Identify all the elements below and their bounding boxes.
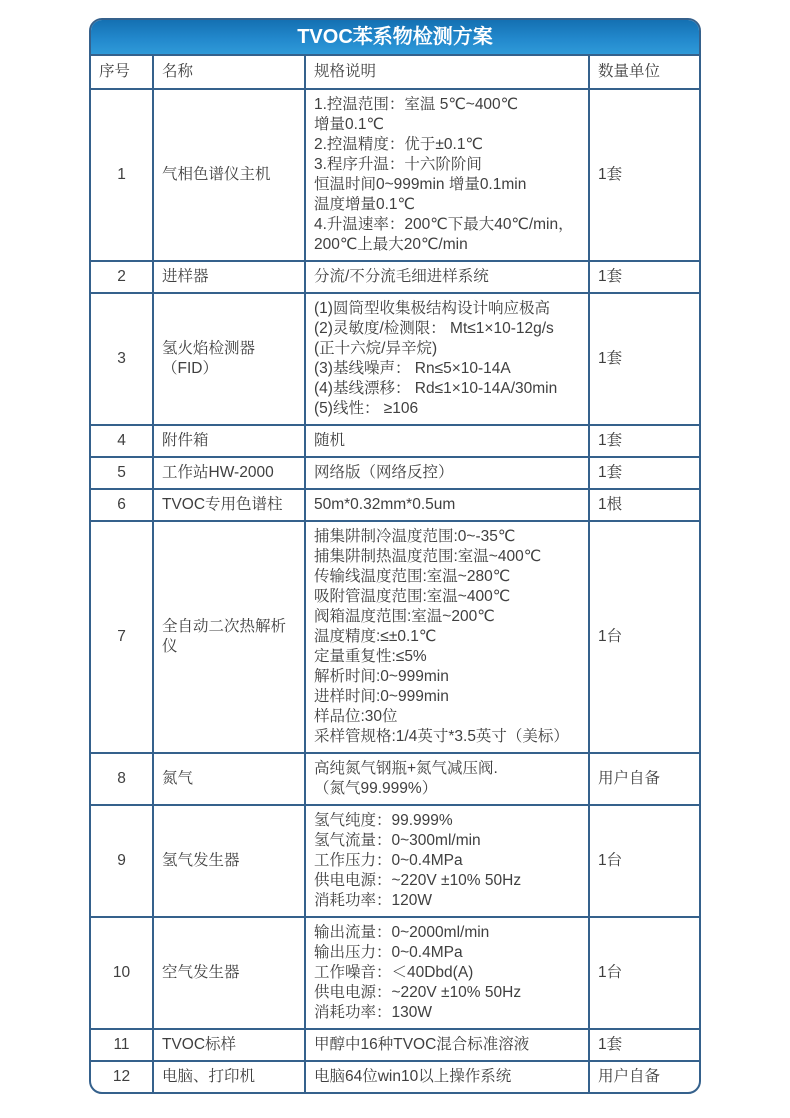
row-number: 8: [91, 753, 153, 805]
item-spec: [305, 521, 589, 753]
spec-line: 温度增量0.1℃: [314, 196, 415, 213]
item-name: TVOC标样: [153, 1029, 305, 1061]
column-header-qty: 数量单位: [589, 56, 699, 89]
spec-line: 进样时间:0~999min: [314, 688, 449, 705]
table-row: [91, 293, 699, 425]
table-row: [91, 1029, 699, 1061]
spec-line: 1.控温范围：室温 5℃~400℃: [314, 96, 519, 113]
item-quantity: 1台: [589, 521, 699, 753]
item-name: TVOC专用色谱柱: [153, 489, 305, 521]
item-spec: [305, 1061, 589, 1092]
spec-line: 供电电源：~220V ±10% 50Hz: [314, 872, 522, 889]
row-number: 1: [91, 89, 153, 261]
row-number: 7: [91, 521, 153, 753]
spec-line: (1)圆筒型收集极结构设计响应极高: [314, 300, 550, 317]
spec-line: 解析时间:0~999min: [314, 668, 449, 685]
table-row: [91, 489, 699, 521]
item-quantity: 用户自备: [589, 1061, 699, 1092]
spec-line: 甲醇中16种TVOC混合标准溶液: [314, 1036, 530, 1053]
spec-line: 温度精度:≤±0.1℃: [314, 628, 437, 645]
header-row: [91, 56, 699, 89]
item-quantity: 用户自备: [589, 753, 699, 805]
spec-line: 供电电源：~220V ±10% 50Hz: [314, 984, 522, 1001]
spec-line: （氮气99.999%）: [314, 780, 438, 797]
spec-sheet-card: [89, 18, 701, 1094]
spec-line: 恒温时间0~999min 增量0.1min: [314, 176, 527, 193]
item-name: 电脑、打印机: [153, 1061, 305, 1092]
spec-line: 定量重复性:≤5%: [314, 648, 427, 665]
table-row: [91, 89, 699, 261]
item-spec: [305, 917, 589, 1029]
spec-line: (3)基线噪声： Rn≤5×10-14A: [314, 360, 511, 377]
item-spec: [305, 89, 589, 261]
item-name: 工作站HW-2000: [153, 457, 305, 489]
item-spec: [305, 805, 589, 917]
item-name: 气相色谱仪主机: [153, 89, 305, 261]
item-name: 空气发生器: [153, 917, 305, 1029]
spec-line: 3.程序升温：十六阶阶间: [314, 156, 482, 173]
item-name: 全自动二次热解析仪: [153, 521, 305, 753]
item-spec: [305, 753, 589, 805]
item-name: 进样器: [153, 261, 305, 293]
spec-line: 捕集阱制热温度范围:室温~400℃: [314, 548, 542, 565]
spec-line: (正十六烷/异辛烷): [314, 340, 438, 357]
item-quantity: 1套: [589, 261, 699, 293]
spec-line: 4.升温速率：200℃下最大40℃/min，: [314, 216, 574, 233]
item-spec: [305, 425, 589, 457]
spec-table: [91, 56, 699, 1092]
spec-line: 输出流量：0~2000ml/min: [314, 924, 490, 941]
column-header-name: 名称: [153, 56, 305, 89]
item-quantity: 1套: [589, 425, 699, 457]
table-row: [91, 457, 699, 489]
table-row: [91, 521, 699, 753]
table-row: [91, 805, 699, 917]
row-number: 6: [91, 489, 153, 521]
spec-line: 样品位:30位: [314, 708, 398, 725]
row-number: 11: [91, 1029, 153, 1061]
page-title: TVOC苯系物检测方案: [91, 20, 699, 56]
spec-line: 工作压力：0~0.4MPa: [314, 852, 463, 869]
spec-line: 采样管规格:1/4英寸*3.5英寸（美标）: [314, 728, 569, 745]
table-row: [91, 917, 699, 1029]
table-row: [91, 1061, 699, 1092]
table-row: [91, 261, 699, 293]
item-quantity: 1套: [589, 89, 699, 261]
spec-line: 消耗功率：120W: [314, 892, 432, 909]
spec-line: 增量0.1℃: [314, 116, 384, 133]
row-number: 4: [91, 425, 153, 457]
spec-line: 阀箱温度范围:室温~200℃: [314, 608, 495, 625]
row-number: 5: [91, 457, 153, 489]
spec-line: 50m*0.32mm*0.5um: [314, 496, 456, 513]
table-row: [91, 753, 699, 805]
spec-line: 捕集阱制冷温度范围:0~-35℃: [314, 528, 516, 545]
spec-line: 2.控温精度：优于±0.1℃: [314, 136, 483, 153]
row-number: 12: [91, 1061, 153, 1092]
column-header-number: 序号: [91, 56, 153, 89]
item-spec: [305, 261, 589, 293]
item-quantity: 1套: [589, 1029, 699, 1061]
spec-line: 分流/不分流毛细进样系统: [314, 268, 489, 285]
spec-line: 消耗功率：130W: [314, 1004, 432, 1021]
spec-line: 氢气流量：0~300ml/min: [314, 832, 481, 849]
item-name: 氢火焰检测器（FID）: [153, 293, 305, 425]
item-name: 氮气: [153, 753, 305, 805]
item-spec: [305, 457, 589, 489]
spec-line: (5)线性： ≥106: [314, 400, 419, 417]
item-name: 氢气发生器: [153, 805, 305, 917]
spec-line: (2)灵敏度/检测限： Mt≤1×10-12g/s: [314, 320, 554, 337]
item-spec: [305, 489, 589, 521]
column-header-spec: 规格说明: [305, 56, 589, 89]
row-number: 2: [91, 261, 153, 293]
table-row: [91, 425, 699, 457]
spec-line: 输出压力：0~0.4MPa: [314, 944, 463, 961]
row-number: 10: [91, 917, 153, 1029]
spec-line: 电脑64位win10以上操作系统: [314, 1068, 512, 1085]
item-quantity: 1根: [589, 489, 699, 521]
spec-line: 传输线温度范围:室温~280℃: [314, 568, 511, 585]
item-quantity: 1台: [589, 805, 699, 917]
item-name: 附件箱: [153, 425, 305, 457]
spec-line: 200℃上最大20℃/min: [314, 236, 468, 253]
item-spec: [305, 293, 589, 425]
spec-line: 吸附管温度范围:室温~400℃: [314, 588, 511, 605]
item-quantity: 1套: [589, 457, 699, 489]
spec-line: 高纯氮气钢瓶+氮气减压阀.: [314, 760, 498, 777]
spec-line: 氢气纯度：99.999%: [314, 812, 453, 829]
row-number: 9: [91, 805, 153, 917]
spec-line: 工作噪音：＜40Dbd(A): [314, 964, 474, 981]
spec-line: (4)基线漂移： Rd≤1×10-14A/30min: [314, 380, 558, 397]
item-quantity: 1套: [589, 293, 699, 425]
item-spec: [305, 1029, 589, 1061]
spec-line: 网络版（网络反控）: [314, 464, 454, 481]
row-number: 3: [91, 293, 153, 425]
item-quantity: 1台: [589, 917, 699, 1029]
spec-line: 随机: [314, 432, 346, 449]
